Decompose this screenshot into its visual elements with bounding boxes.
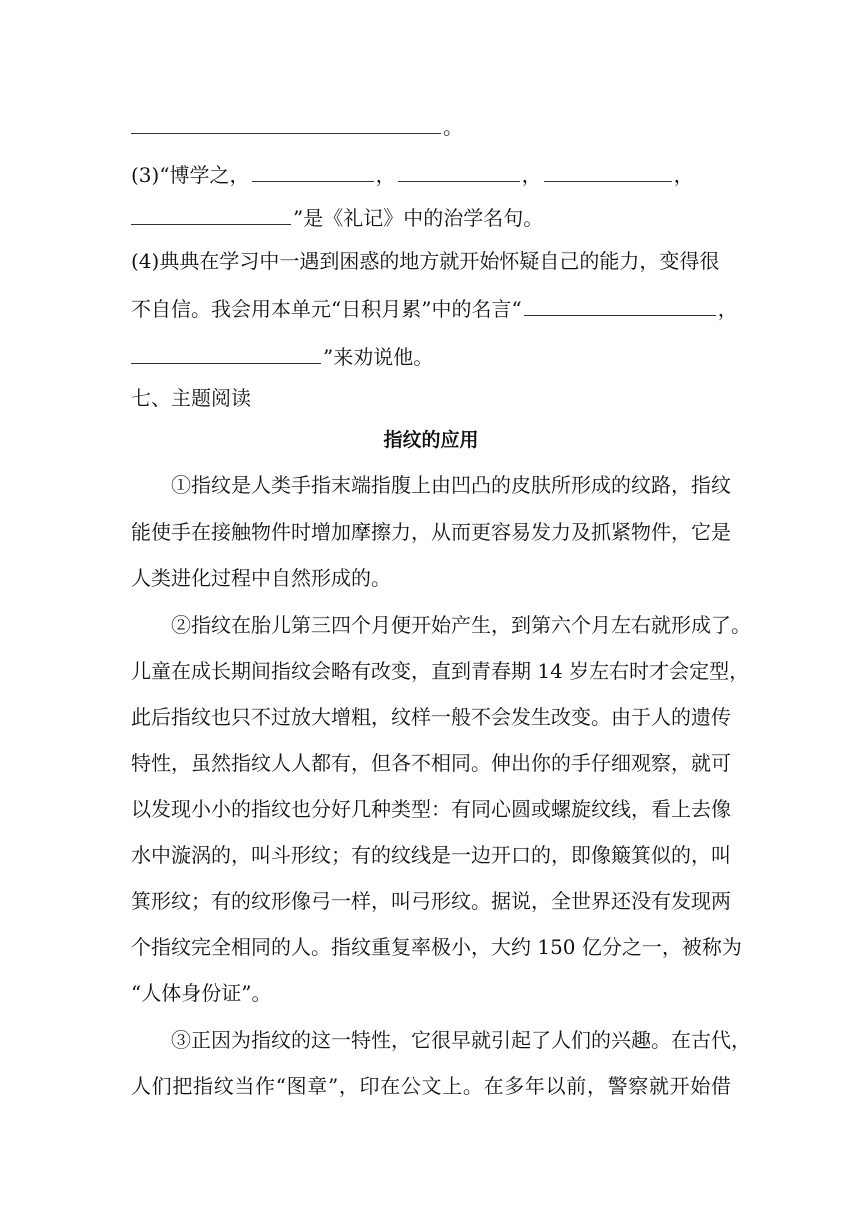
article-line: 水中漩涡的，叫斗形纹；有的纹线是一边开口的，即像簸箕似的，叫: [131, 843, 731, 867]
article-line: 人们把指纹当作“图章”，印在公文上。在多年以前，警察就开始借: [131, 1074, 731, 1098]
article-line: ②指纹在胎儿第三四个月便开始产生，到第六个月左右就形成了。: [171, 613, 751, 637]
question-4-prefix: 不自信。我会用本单元“日积月累”中的名言“: [131, 297, 522, 321]
answer-blank[interactable]: [252, 161, 374, 182]
question-3-line-1: [131, 160, 731, 190]
article-line: 此后指纹也只不过放大增粗，纹样一般不会发生改变。由于人的遗传: [131, 705, 731, 729]
article-line: 特性，虽然指纹人人都有，但各不相同。伸出你的手仔细观察，就可: [131, 751, 731, 775]
article-title: 指纹的应用: [383, 429, 479, 451]
article-line: 能使手在接触物件时增加摩擦力，从而更容易发力及抓紧物件，它是: [131, 520, 731, 544]
question-4-line-3: [131, 342, 731, 372]
answer-blank[interactable]: [398, 161, 520, 182]
question-4-line-2: [131, 294, 738, 324]
question-4-text: (4)典典在学习中一遇到困惑的地方就开始怀疑自己的能力，变得很: [131, 249, 720, 273]
answer-blank[interactable]: [131, 113, 441, 134]
question-3-line-2: [131, 203, 731, 233]
comma: ，: [673, 163, 694, 187]
comma: ，: [717, 297, 738, 321]
article-line: “人体身份证”。: [131, 981, 272, 1005]
answer-blank[interactable]: [524, 295, 716, 316]
article-line: ①指纹是人类手指末端指腹上由凹凸的皮肤所形成的纹路，指纹: [171, 473, 731, 497]
question-3-prefix: (3)“博学之，: [131, 163, 250, 187]
answer-blank[interactable]: [131, 204, 291, 225]
line-end-punct: 。: [443, 115, 463, 139]
answer-blank[interactable]: [131, 343, 321, 364]
section-heading: 七、主题阅读: [131, 386, 251, 410]
answer-line-1: [131, 112, 731, 142]
question-4-line-1: [131, 246, 731, 276]
question-3-suffix: ”是《礼记》中的治学名句。: [293, 206, 544, 230]
article-line: 个指纹完全相同的人。指纹重复率极小，大约 150 亿分之一，被称为: [131, 935, 742, 959]
comma: ，: [521, 163, 542, 187]
article-line: 儿童在成长期间指纹会略有改变，直到青春期 14 岁左右时才会定型，: [131, 659, 750, 683]
article-line: ③正因为指纹的这一特性，它很早就引起了人们的兴趣。在古代，: [171, 1028, 751, 1052]
comma: ，: [375, 163, 396, 187]
article-line: 箕形纹；有的纹形像弓一样，叫弓形纹。据说，全世界还没有发现两: [131, 889, 731, 913]
article-line: 以发现小小的指纹也分好几种类型：有同心圆或螺旋纹线，看上去像: [131, 797, 731, 821]
question-4-suffix: ”来劝说他。: [323, 345, 434, 369]
article-line: 人类进化过程中自然形成的。: [131, 566, 391, 590]
answer-blank[interactable]: [544, 161, 672, 182]
